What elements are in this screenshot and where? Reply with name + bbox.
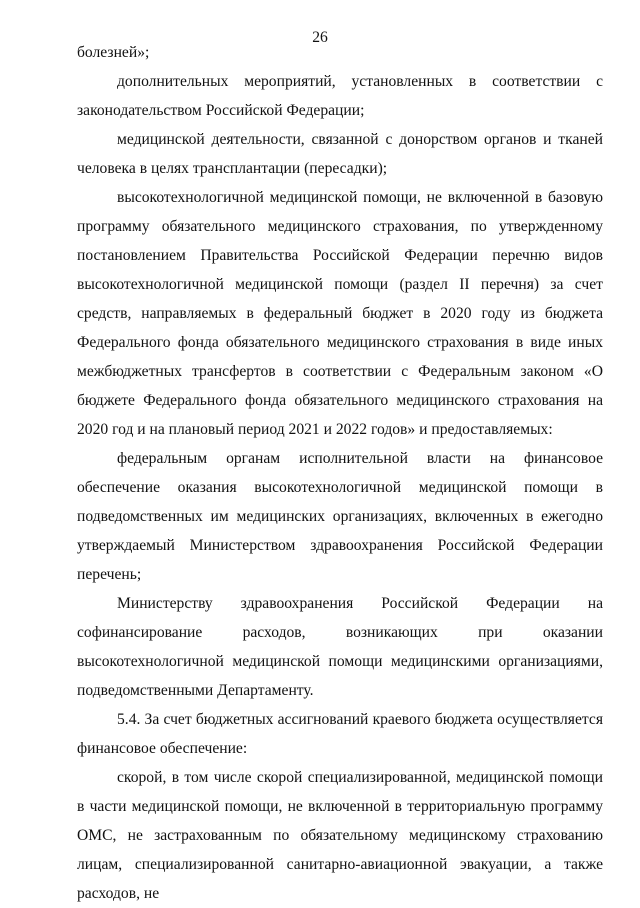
paragraph-federal-bodies: федеральным органам исполнительной власти на финансовое обеспечение оказания высокотехнологичной медицинской помощи в подведомственных им медицинских организациях, включенных в ежегодно утверждаемый Министерством здравоохранения Российской Федерации перечень; <box>77 450 603 583</box>
paragraph-ministry-health: Министерству здравоохранения Российской Федерации на софинансирование расходов, возникающих при оказании высокотехнологичной медицинской помощи медицинскими организациями, подведомственными Департаменту. <box>77 595 603 699</box>
paragraph-additional-measures: дополнительных мероприятий, установленных в соответствии с законодательством Российской Федерации; <box>77 73 603 119</box>
paragraph-continuation: болезней»; <box>77 44 150 61</box>
paragraph-section-5-4: 5.4. За счет бюджетных ассигнований краевого бюджета осуществляется финансовое обеспечение: <box>77 711 603 757</box>
page-number: 26 <box>312 29 328 46</box>
document-body <box>77 38 603 908</box>
paragraph-organ-donation: медицинской деятельности, связанной с донорством органов и тканей человека в целях трансплантации (пересадки); <box>77 131 603 177</box>
paragraph-high-tech-care: высокотехнологичной медицинской помощи, не включенной в базовую программу обязательного медицинского страхования, по утвержденному постановлением Правительства Российской Федерации перечню видов высокотехнологичной медицинской помощи (раздел II перечня) за счет средств, направляемых в федеральный бюджет в 2020 году из бюджета Федерального фонда обязательного медицинского страхования в виде иных межбюджетных трансфертов в соответствии с Федеральным законом «О бюджете Федерального фонда обязательного медицинского страхования на 2020 год и на плановый период 2021 и 2022 годов» и предоставляемых: <box>77 189 603 438</box>
paragraph-emergency-care: скорой, в том числе скорой специализированной, медицинской помощи в части медицинской помощи, не включенной в территориальную программу ОМС, не застрахованным по обязательному медицинскому страхованию лицам, специализированной санитарно-авиационной эвакуации, а также расходов, не <box>77 769 603 902</box>
